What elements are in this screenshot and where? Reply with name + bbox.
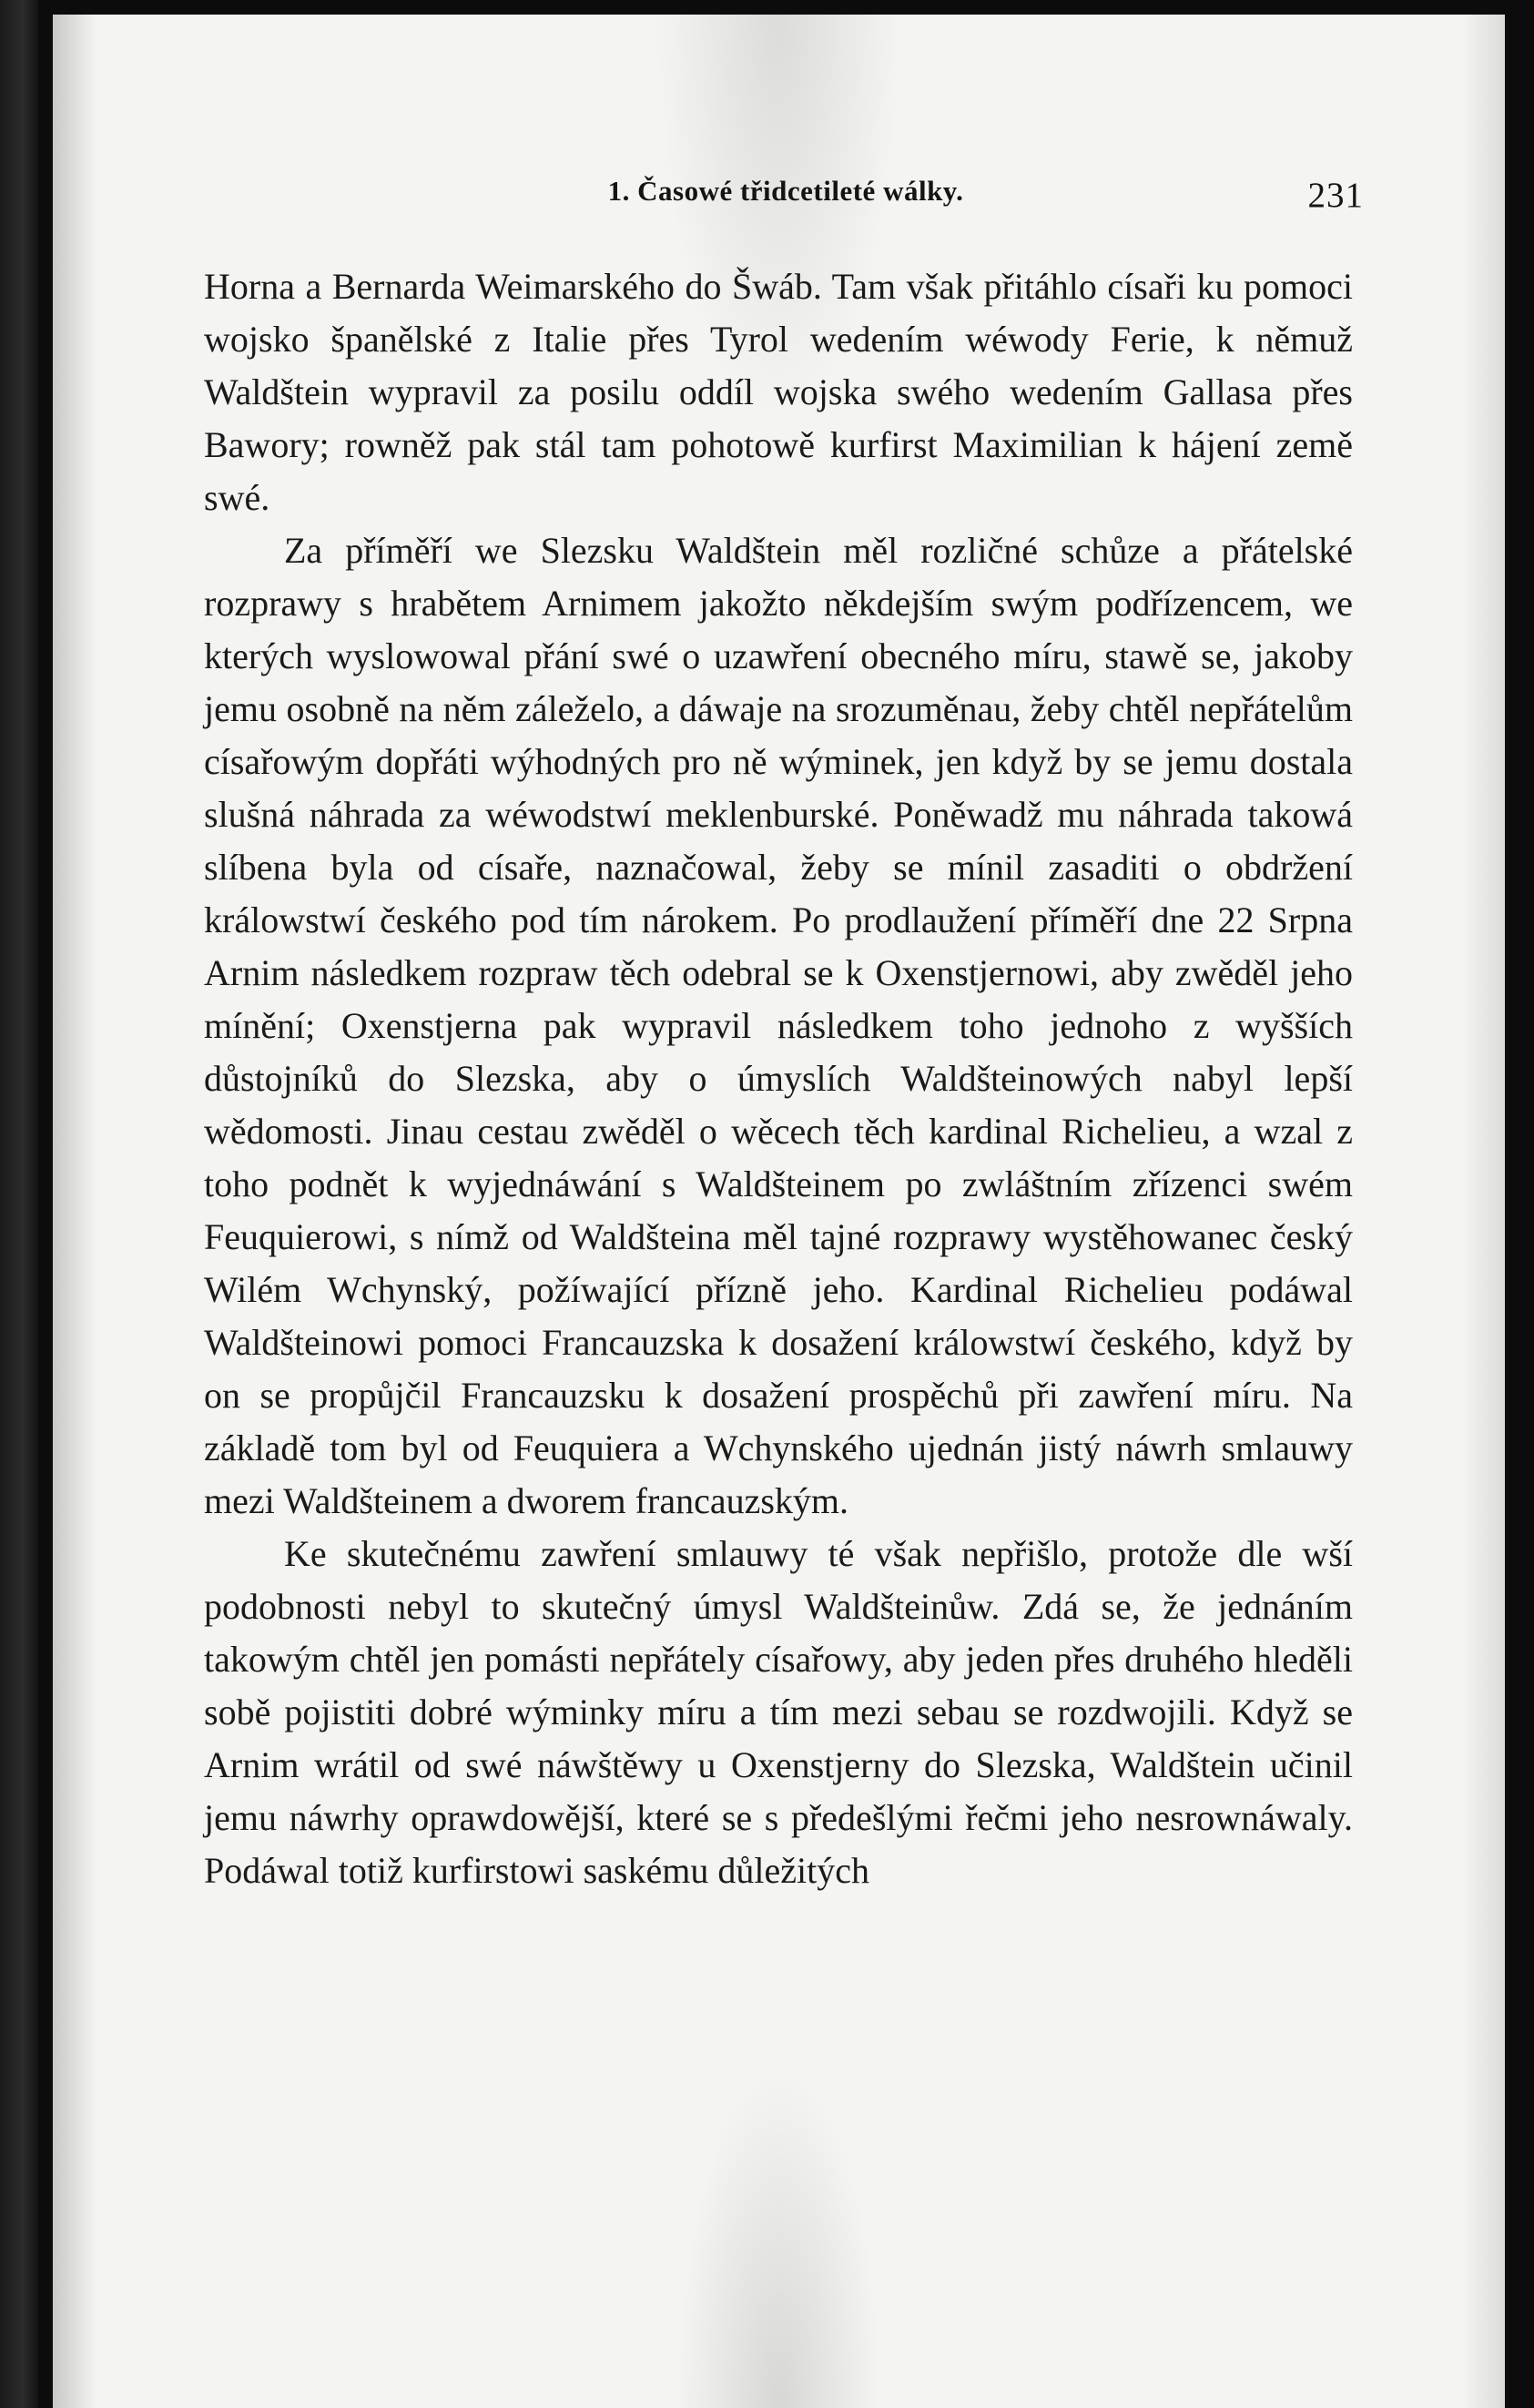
facing-page-edge <box>0 0 38 2408</box>
paragraph: Ke skutečnému zawření smlauwy té však nepřišlo, protože dle wší podobnosti nebyl to skutečný úmysl Waldšteinůw. Zdá se, že jednáním takowým chtěl jen pomásti nepřátely císařowy, aby jeden přes druhého hleděli sobě pojistiti dobré wýminky míru a tím mezi sebau se rozdwojili. Když se Arnim wrátil od swé náwštěwy u Oxenstjerny do Slezska, Waldštein učinil jemu náwrhy oprawdowější, které se s předešlými řečmi jeho nesrownáwaly. Podáwal totiž kurfirstowi saskému důležitých <box>204 1533 1353 1891</box>
body-text <box>204 260 1353 1897</box>
chapter-title: 1. Časowé třidcetileté wálky. <box>607 175 964 207</box>
book-page <box>53 15 1505 2408</box>
running-head <box>208 175 1364 220</box>
paragraph-continued: Horna a Bernarda Weimarského do Šwáb. Tam však přitáhlo císaři ku pomoci wojsko španělské z Italie přes Tyrol wedením wéwody Ferie, k němuž Waldštein wypravil za posilu oddíl wojska swého wedením Gallasa přes Bawory; rowněž pak stál tam pohotowě kurfirst Maximilian k hájení země swé. <box>204 266 1353 518</box>
paragraph: Za příměří we Slezsku Waldštein měl rozličné schůze a přátelské rozprawy s hrabětem Arnimem jakožto někdejším swým podřízencem, we kterých wyslowowal přání swé o uzawření obecného míru, stawě se, jakoby jemu osobně na něm záleželo, a dáwaje na srozuměnau, žeby chtěl nepřátelům císařowým dopřáti wýhodných pro ně wýminek, jen když by se jemu dostala slušná náhrada za wéwodstwí meklenburské. Poněwadž mu náhrada takowá slíbena byla od císaře, naznačowal, žeby se mínil zasaditi o obdržení králowstwí českého pod tím nárokem. Po prodlaužení příměří dne 22 Srpna Arnim následkem rozpraw těch odebral se k Oxenstjernowi, aby zwěděl jeho mínění; Oxenstjerna pak wypravil následkem toho jednoho z wyšších důstojníků do Slezska, aby o úmyslích Waldšteinowých nabyl lepší wědomosti. Jinau cestau zwěděl o wěcech těch kardinal Richelieu, a wzal z toho podnět k wyjednáwání s Waldšteinem po zwláštním zřízenci swém Feuquierowi, s nímž od Waldšteina měl tajné rozprawy wystěhowanec český Wilém Wchynský, požíwající přízně jeho. Kardinal Richelieu podáwal Waldšteinowi pomoci Francauzska k dosažení králowstwí českého, když by on se propůjčil Francauzsku k dosažení prospěchů při zawření míru. Na základě tom byl od Feuquiera a Wchynského ujednán jistý náwrh smlauwy mezi Waldšteinem a dworem francauzským. <box>204 530 1353 1521</box>
page-number: 231 <box>1307 176 1364 215</box>
